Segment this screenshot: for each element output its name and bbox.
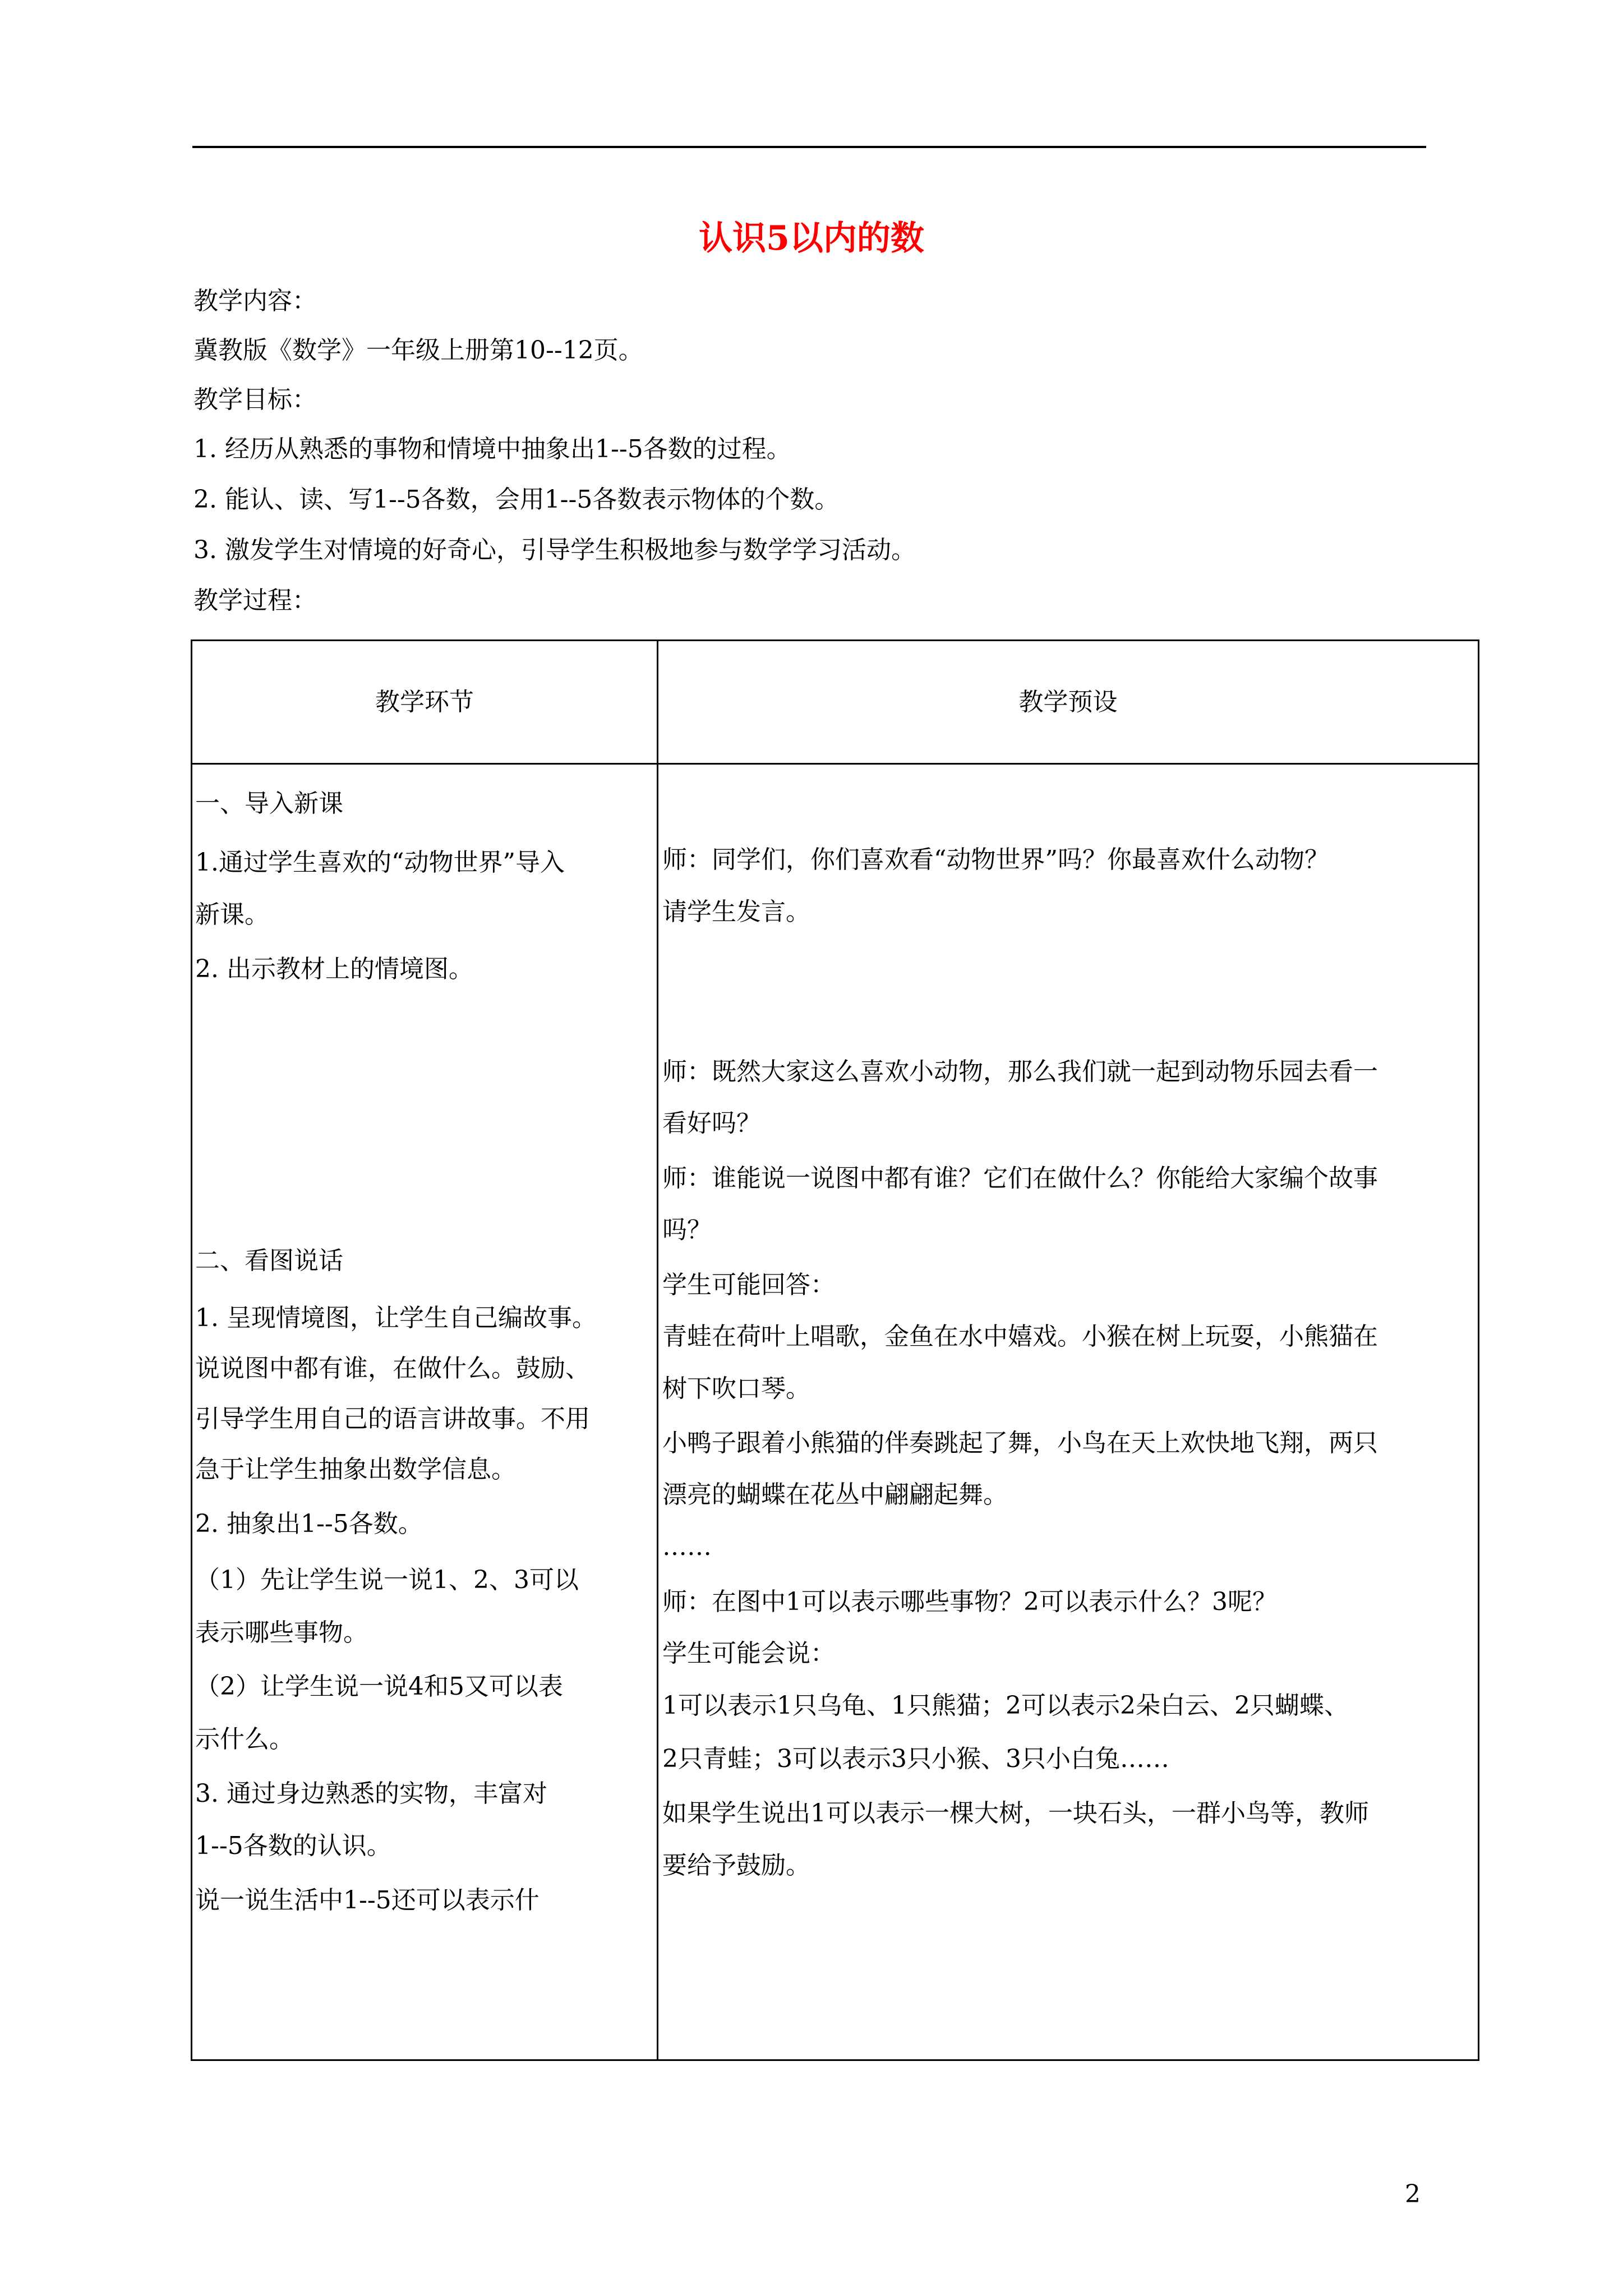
header-rule xyxy=(192,146,1426,148)
table-cell-right: 2只青蛙；3可以表示3只小猴、3只小白兔…… xyxy=(662,1745,1169,1773)
intro-line-content-label: 教学内容： xyxy=(193,287,317,315)
table-header-plan: 教学预设 xyxy=(1018,688,1118,716)
intro-line-goal-1: 1. 经历从熟悉的事物和情境中抽象出1--5各数的过程。 xyxy=(193,435,791,463)
page-number: 2 xyxy=(1405,2180,1421,2208)
table-cell-left: 说一说生活中1--5还可以表示什 xyxy=(195,1886,540,1915)
table-cell-left: 1. 呈现情境图，让学生自己编故事。 xyxy=(195,1304,597,1332)
table-cell-right: 漂亮的蝴蝶在花丛中翩翩起舞。 xyxy=(662,1480,1008,1509)
table-cell-left: 3. 通过身边熟悉的实物，丰富对 xyxy=(195,1779,547,1808)
intro-line-goal-3: 3. 激发学生对情境的好奇心，引导学生积极地参与数学学习活动。 xyxy=(193,536,916,564)
table-cell-left: 一、导入新课 xyxy=(195,789,343,818)
table-cell-left: 二、看图说话 xyxy=(195,1246,343,1275)
table-cell-left: 1--5各数的认识。 xyxy=(195,1832,391,1860)
intro-line-process-label: 教学过程： xyxy=(193,586,317,615)
intro-line-textbook: 冀教版《数学》一年级上册第10--12页。 xyxy=(193,336,643,365)
table-cell-right: 学生可能会说： xyxy=(662,1639,835,1668)
table-cell-left: 表示哪些事物。 xyxy=(195,1618,368,1647)
table-cell-left: 新课。 xyxy=(195,900,269,929)
table-cell-right: …… xyxy=(662,1533,712,1561)
table-cell-right: 看好吗？ xyxy=(662,1109,761,1138)
table-cell-right: 如果学生说出1可以表示一棵大树，一块石头，一群小鸟等，教师 xyxy=(662,1799,1369,1828)
table-cell-left: （2）让学生说一说4和5又可以表 xyxy=(195,1672,563,1701)
table-cell-left: 急于让学生抽象出数学信息。 xyxy=(195,1455,516,1484)
table-cell-right: 1可以表示1只乌龟、1只熊猫；2可以表示2朵白云、2只蝴蝶、 xyxy=(662,1691,1349,1720)
table-cell-left: （1）先让学生说一说1、2、3可以 xyxy=(195,1566,579,1594)
table-cell-right: 师：谁能说一说图中都有谁？它们在做什么？你能给大家编个故事 xyxy=(662,1164,1378,1193)
table-cell-left: 引导学生用自己的语言讲故事。不用 xyxy=(195,1405,590,1433)
table-cell-right: 请学生发言。 xyxy=(662,898,810,926)
table-cell-right: 青蛙在荷叶上唱歌，金鱼在水中嬉戏。小猴在树上玩耍，小熊猫在 xyxy=(662,1322,1378,1351)
table-cell-right: 师：在图中1可以表示哪些事物？2可以表示什么？3呢？ xyxy=(662,1588,1277,1616)
table-cell-left: 2. 出示教材上的情境图。 xyxy=(195,955,473,983)
table-cell-left: 1.通过学生喜欢的“动物世界”导入 xyxy=(195,848,565,877)
table-cell-left: 说说图中都有谁，在做什么。鼓励、 xyxy=(195,1354,590,1383)
table-header-divider xyxy=(192,763,1478,765)
table-cell-right: 小鸭子跟着小熊猫的伴奏跳起了舞，小鸟在天上欢快地飞翔，两只 xyxy=(662,1429,1378,1457)
table-cell-right: 学生可能回答： xyxy=(662,1271,835,1299)
table-cell-right: 师：既然大家这么喜欢小动物，那么我们就一起到动物乐园去看一 xyxy=(662,1057,1378,1086)
intro-line-goals-label: 教学目标： xyxy=(193,385,317,414)
table-cell-left: 2. 抽象出1--5各数。 xyxy=(195,1510,423,1538)
table-cell-right: 树下吹口琴。 xyxy=(662,1374,810,1403)
page-title: 认识5以内的数 xyxy=(699,219,924,258)
table-cell-right: 师：同学们，你们喜欢看“动物世界”吗？你最喜欢什么动物？ xyxy=(662,845,1329,874)
table-cell-right: 要给予鼓励。 xyxy=(662,1851,810,1880)
table-cell-right: 吗？ xyxy=(662,1216,712,1244)
table-column-divider xyxy=(657,641,658,2059)
table-header-stage: 教学环节 xyxy=(375,688,474,716)
lesson-table xyxy=(191,639,1479,2061)
intro-line-goal-2: 2. 能认、读、写1--5各数，会用1--5各数表示物体的个数。 xyxy=(193,485,840,514)
table-cell-left: 示什么。 xyxy=(195,1725,294,1754)
